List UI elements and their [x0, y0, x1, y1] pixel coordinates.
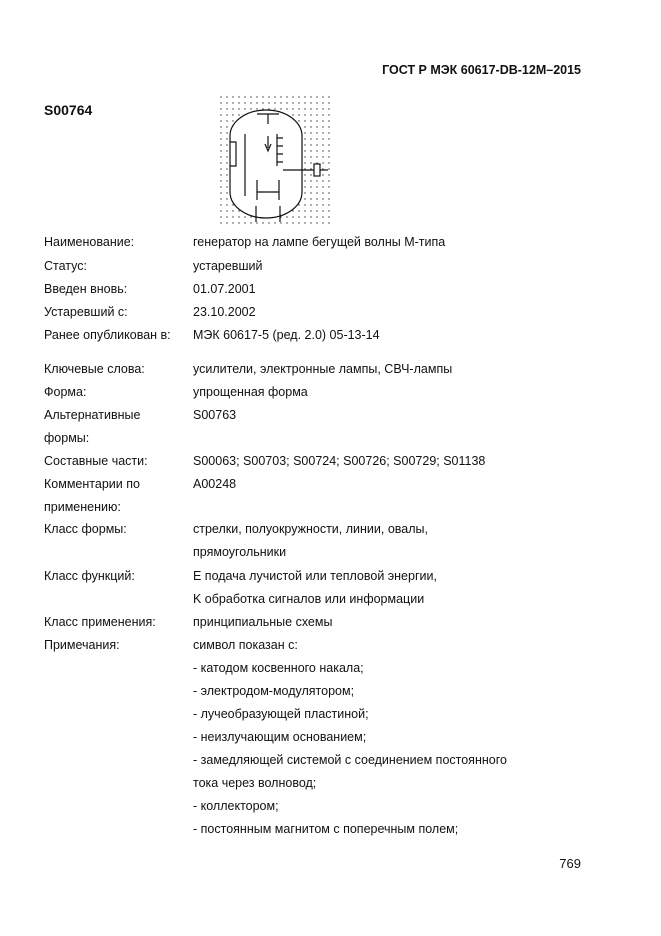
traveling-wave-tube-symbol	[220, 96, 332, 228]
field-parts-value: S00063; S00703; S00724; S00726; S00729; S01138	[193, 454, 486, 468]
notes-line: - постоянным магнитом с поперечным полем;	[193, 822, 459, 836]
field-function-class-line: E подача лучистой или тепловой энергии,	[193, 569, 437, 583]
notes-line: - лучеобразующей пластиной;	[193, 707, 369, 721]
notes-line: - замедляющей системой с соединением постоянного	[193, 753, 507, 767]
field-published-label: Ранее опубликован в:	[44, 328, 171, 342]
field-comments-value: A00248	[193, 477, 237, 491]
field-name-value: генератор на лампе бегущей волны М-типа	[193, 235, 446, 249]
standard-header: ГОСТ Р МЭК 60617-DB-12M–2015	[382, 63, 581, 77]
field-keywords	[44, 359, 604, 379]
symbol-id: S00764	[44, 102, 93, 118]
field-alt-forms-label-1: Альтернативные	[44, 408, 141, 422]
field-obsolete-label: Устаревший с:	[44, 305, 128, 319]
field-shape-class	[44, 519, 604, 539]
notes-line: символ показан с:	[193, 638, 298, 652]
notes-line: - электродом-модулятором;	[193, 684, 355, 698]
field-published	[44, 325, 604, 345]
field-shape-class-label: Класс формы:	[44, 522, 127, 536]
notes-line: - катодом косвенного накала;	[193, 661, 364, 675]
field-introduced-value: 01.07.2001	[193, 282, 256, 296]
field-obsolete	[44, 302, 604, 322]
field-alt-forms-cont	[44, 428, 604, 448]
field-comments-label-1: Комментарии по	[44, 477, 140, 491]
field-name	[44, 232, 604, 252]
field-shape-class-line: прямоугольники	[193, 545, 287, 559]
field-form-value: упрощенная форма	[193, 385, 308, 399]
field-alt-forms-label-2: формы:	[44, 431, 90, 445]
field-function-class	[44, 566, 604, 586]
tube-envelope	[230, 110, 302, 218]
field-parts	[44, 451, 604, 471]
field-alt-forms	[44, 405, 604, 425]
field-function-class-line: K обработка сигналов или информации	[193, 592, 425, 606]
field-parts-label: Составные части:	[44, 454, 148, 468]
field-published-value: МЭК 60617-5 (ред. 2.0) 05-13-14	[193, 328, 380, 342]
field-comments-label-2: применению:	[44, 500, 121, 514]
notes-line: тока через волновод;	[193, 776, 317, 790]
field-notes-label: Примечания:	[44, 638, 120, 652]
field-alt-forms-value: S00763	[193, 408, 237, 422]
field-shape-class-line: стрелки, полуокружности, линии, овалы,	[193, 522, 428, 536]
field-form-label: Форма:	[44, 385, 87, 399]
field-function-class-label: Класс функций:	[44, 569, 135, 583]
field-keywords-label: Ключевые слова:	[44, 362, 145, 376]
field-introduced	[44, 279, 604, 299]
field-comments-cont	[44, 497, 604, 517]
field-notes	[44, 635, 604, 655]
field-comments	[44, 474, 604, 494]
field-status	[44, 256, 604, 276]
field-introduced-label: Введен вновь:	[44, 282, 128, 296]
field-application-class-value: принципиальные схемы	[193, 615, 333, 629]
page-number: 769	[559, 856, 581, 871]
notes-line: - коллектором;	[193, 799, 279, 813]
field-name-label: Наименование:	[44, 235, 135, 249]
field-status-value: устаревший	[193, 259, 263, 273]
field-application-class	[44, 612, 604, 632]
notes-line: - неизлучающим основанием;	[193, 730, 367, 744]
field-obsolete-value: 23.10.2002	[193, 305, 256, 319]
field-keywords-value: усилители, электронные лампы, СВЧ-лампы	[193, 362, 453, 376]
field-form	[44, 382, 604, 402]
output-port	[314, 164, 320, 176]
field-application-class-label: Класс применения:	[44, 615, 156, 629]
field-status-label: Статус:	[44, 259, 87, 273]
